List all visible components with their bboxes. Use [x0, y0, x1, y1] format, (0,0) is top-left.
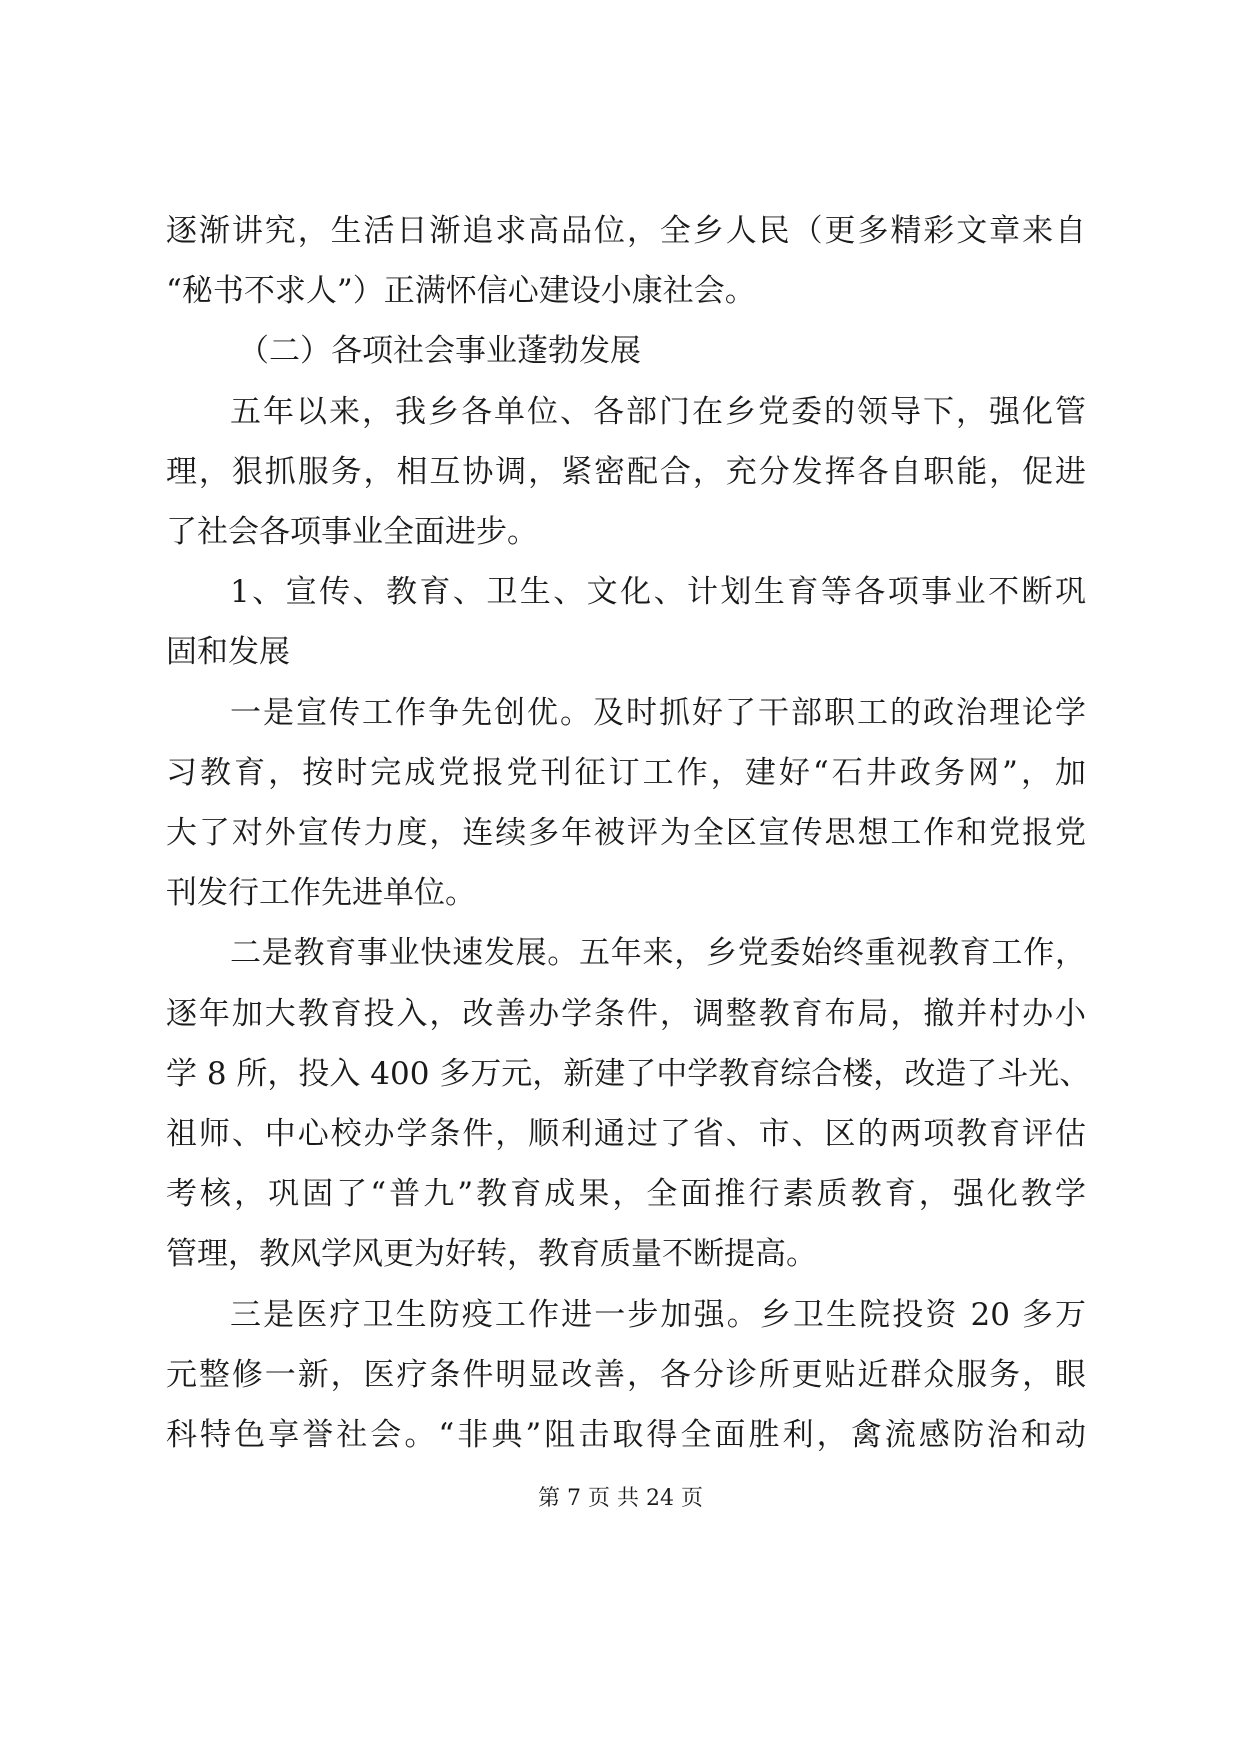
paragraph-line: 考核，巩固了“普九”教育成果，全面推行素质教育，强化教学 — [166, 1176, 1086, 1212]
paragraph-line: 刊发行工作先进单位。 — [166, 875, 476, 911]
paragraph-line: 逐年加大教育投入，改善办学条件，调整教育布局，撤并村办小 — [166, 996, 1086, 1032]
paragraph-line: 了社会各项事业全面进步。 — [166, 514, 538, 550]
paragraph-line: 管理，教风学风更为好转，教育质量不断提高。 — [166, 1236, 817, 1272]
paragraph-line: 大了对外宣传力度，连续多年被评为全区宣传思想工作和党报党 — [166, 815, 1086, 851]
paragraph-line: 一是宣传工作争先创优。及时抓好了干部职工的政治理论学 — [230, 695, 1086, 731]
paragraph-line: 二是教育事业快速发展。五年来，乡党委始终重视教育工作， — [230, 935, 1086, 971]
paragraph-line: 科特色享誉社会。“非典”阻击取得全面胜利，禽流感防治和动 — [166, 1417, 1086, 1453]
paragraph-line: 祖师、中心校办学条件，顺利通过了省、市、区的两项教育评估 — [166, 1116, 1086, 1152]
paragraph-line: 理，狠抓服务，相互协调，紧密配合，充分发挥各自职能，促进 — [166, 454, 1086, 490]
subsection-heading: 1、宣传、教育、卫生、文化、计划生育等各项事业不断巩 — [230, 574, 1086, 610]
paragraph-line: 三是医疗卫生防疫工作进一步加强。乡卫生院投资 20 多万 — [230, 1297, 1086, 1333]
paragraph-line: 学 8 所，投入 400 多万元，新建了中学教育综合楼，改造了斗光、 — [166, 1056, 1091, 1092]
paragraph-line: 习教育，按时完成党报党刊征订工作，建好“石井政务网”，加 — [166, 755, 1086, 791]
paragraph-line: 逐渐讲究，生活日渐追求高品位，全乡人民（更多精彩文章来自 — [166, 213, 1086, 249]
paragraph-line: 五年以来，我乡各单位、各部门在乡党委的领导下，强化管 — [230, 394, 1086, 430]
paragraph-line: 元整修一新，医疗条件明显改善，各分诊所更贴近群众服务，眼 — [166, 1357, 1086, 1393]
section-heading: （二）各项社会事业蓬勃发展 — [238, 333, 641, 369]
subsection-heading: 固和发展 — [166, 634, 290, 670]
paragraph-line: “秘书不求人”）正满怀信心建设小康社会。 — [166, 273, 756, 309]
page-footer: 第 7 页 共 24 页 — [538, 1486, 703, 1511]
